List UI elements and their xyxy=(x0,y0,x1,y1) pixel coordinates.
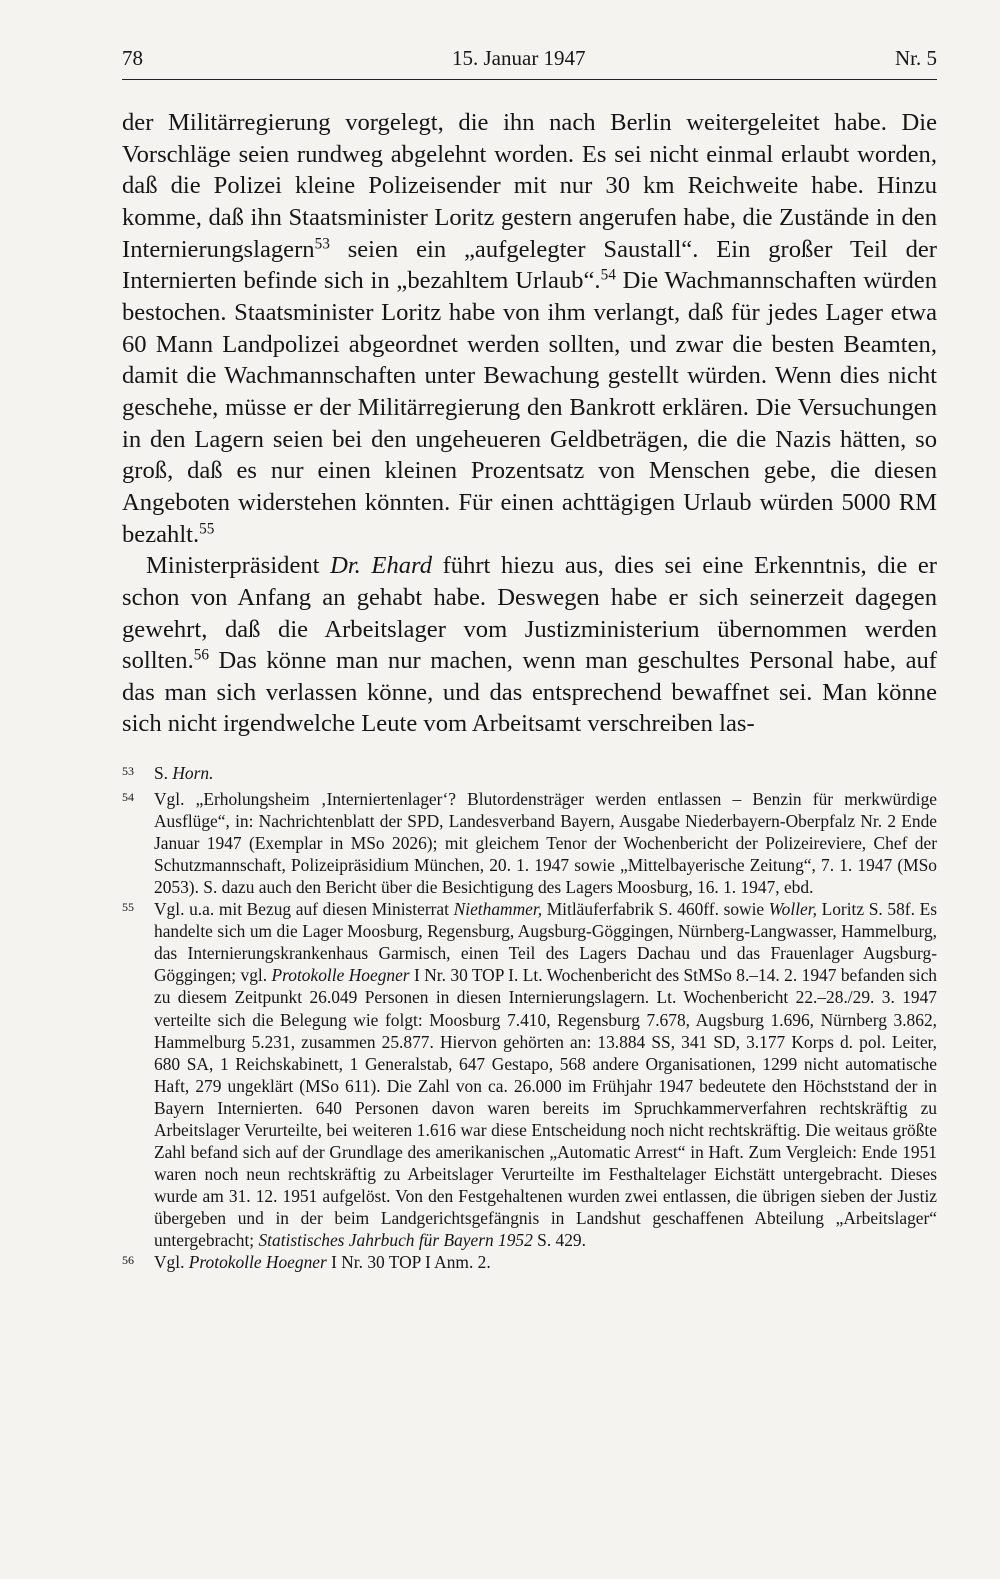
footnote-53: 53 S. Horn. xyxy=(122,763,214,783)
page-number: 78 xyxy=(122,46,143,70)
running-header xyxy=(122,46,937,76)
footnote-ref-54: 54 xyxy=(600,266,616,284)
paragraph-1: der Militärregierung vorgelegt, die ihn nach Berlin weitergeleitet habe. Die Vorschläge seien rundweg abgelehnt worden. Es sei nicht einmal erlaubt worden, daß die Polizei kleine Polizeisender mit nur 30 km Reichweite habe. Hinzu komme, daß ihn Staatsminister Loritz gestern angerufen habe, die Zustände in den Internierungslagern$^{53}$ seien ein „aufgelegter Saustall“. Ein großer Teil der Internierten befinde sich in „bezahltem Urlaub“.$^{54}$ Die Wachmannschaften würden bestochen. Staatsminister Loritz habe von ihm verlangt, daß für jedes Lager etwa 60 Mann Landpolizei abgeordnet werden sollten, und zwar die besten Beamten, damit die Wachmannschaften unter Bewachung gestellt würden. Wenn dies nicht geschehe, müsse er der Militärregierung den Bankrott erklären. Die Versuchungen in den Lagern seien bei den ungeheueren Geldbeträgen, die die Nazis hätten, so groß, daß es nur einen kleinen Prozentsatz von Menschen gebe, die diesen Angeboten widerstehen könnten. Für einen achttägigen Urlaub würden 5000 RM bezahlt.$^{55}$ xyxy=(122,109,937,548)
footnotes xyxy=(122,762,937,1273)
header-date: 15. Januar 1947 xyxy=(452,46,586,70)
footnote-number: 53 xyxy=(122,764,134,778)
footnote-ref-55: 55 xyxy=(199,520,215,538)
footnote-number: 55 xyxy=(122,900,134,915)
header-rule xyxy=(122,79,937,80)
footnote-56: 56 Vgl. Protokolle Hoegner I Nr. 30 TOP I Anm. 2. xyxy=(122,1252,491,1273)
footnote-ref-56: 56 xyxy=(193,646,209,664)
document-number: Nr. 5 xyxy=(895,46,937,70)
footnote-55: 55 Vgl. u.a. mit Bezug auf diesen Ministerrat Niethammer, Mitläuferfabrik S. 460ff. sowie Woller, Loritz S. 58f. Es handelte sich um die Lager Moosburg, Regensburg, Augsburg-Göggingen, Nürnberg-Langwasser, Hammelburg, das Internierungskrankenhaus Garmisch, einen Teil des Lagers Dachau und das Frauenlager Augsburg-Göggingen; vgl. Protokolle Hoegner I Nr. 30 TOP I. Lt. Wochenbericht des StMSo 8.–14. 2. 1947 befanden sich zu diesem Zeitpunkt 26.049 Personen in diesen Internierungslagern. Lt. Wochenbericht 22.–28./29. 3. 1947 verteilte sich die Belegung wie folgt: Moosburg 7.410, Regensburg 7.678, Augsburg 1.696, Nürnberg 3.862, Hammelburg 5.231, zusammen 25.877. Hiervon gehörten an: 13.884 SS, 341 SD, 3.177 Korps d. pol. Leiter, 680 SA, 1 Reichskabinett, 1 Generalstab, 647 Gestapo, 568 andere Organisationen, 1299 nicht automatische Haft, 279 ungeklärt (MSo 611). Die Zahl von ca. 26.000 im Frühjahr 1947 bedeutete den Höchststand der in Bayern Internierten. 640 Personen davon waren bereits im Spruchkammerverfahren rechtskräftig zu Arbeitslager Verurteilte, bei weiteren 1.616 war diese Entscheidung noch nicht rechtskräftig. Die weitaus größte Zahl befand sich auf der Grundlage des amerikanischen „Automatic Arrest“ in Haft. Zum Vergleich: Ende 1951 waren noch neun rechtskräftig zu Arbeitslager Verurteilte im Festhaltelager Eichstätt untergebracht. Dieses wurde am 31. 12. 1951 aufgelöst. Von den Festgehaltenen wurden zwei entlassen, die übrigen sieben der Justiz übergeben und in der beim Landgerichtsgefängnis in Landshut geschaffenen Abteilung „Arbeitslager“ untergebracht; Statistisches Jahrbuch für Bayern 1952 S. 429. xyxy=(122,899,937,1250)
footnote-ref-53: 53 xyxy=(314,235,330,253)
footnote-number: 56 xyxy=(122,1253,134,1268)
speaker-name: Dr. Ehard xyxy=(330,552,432,580)
main-text xyxy=(122,107,937,740)
paragraph-2: Ministerpräsident Dr. Ehard führt hiezu aus, dies sei eine Erkenntnis, die er schon von Anfang an gehabt habe. Deswegen habe er sich seinerzeit dagegen gewehrt, daß die Arbeitslager vom Justizministerium übernommen werden sollten.$^{56}$ Das könne man nur machen, wenn man geschultes Personal habe, auf das man sich verlassen könne, und das entsprechend bewaffnet sei. Man könne sich nicht irgendwelche Leute vom Arbeitsamt verschreiben las- xyxy=(122,552,937,738)
footnote-number: 54 xyxy=(122,790,134,805)
footnote-54: 54 Vgl. „Erholungsheim ‚Interniertenlager‘? Blutordensträger werden entlassen – Benzin für merkwürdige Ausflüge“, in: Nachrichtenblatt der SPD, Landesverband Bayern, Ausgabe Niederbayern-Oberpfalz Nr. 2 Ende Januar 1947 (Exemplar in MSo 2026); mit gleichem Tenor der Wochenbericht der Polizeireviere, Chef der Schutzmannschaft, Polizeipräsidium München, 20. 1. 1947 sowie „Mittelbayerische Zeitung“, 7. 1. 1947 (MSo 2053). S. dazu auch den Bericht über die Besichtigung des Lagers Moosburg, 16. 1. 1947, ebd. xyxy=(122,789,937,898)
